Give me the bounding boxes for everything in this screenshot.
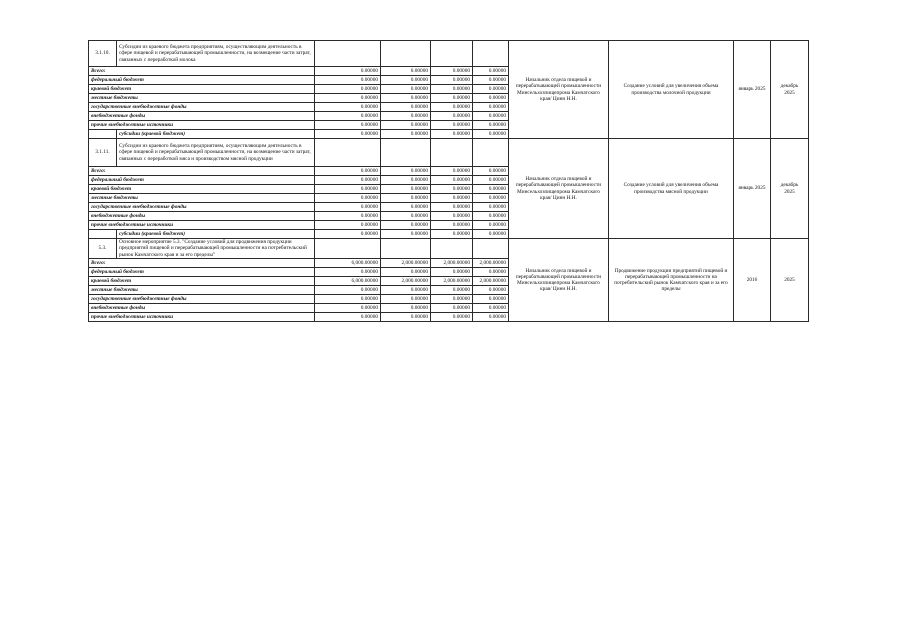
funding-value: 0.00000	[473, 295, 509, 304]
funding-value: 0.00000	[431, 304, 473, 313]
funding-source-label: краевой бюджет	[89, 277, 315, 286]
funding-value: 0.00000	[473, 112, 509, 121]
funding-value: 6,000.00000	[315, 277, 381, 286]
funding-value: 0.00000	[431, 194, 473, 203]
funding-value: 0.00000	[381, 167, 431, 176]
funding-value: 0.00000	[381, 112, 431, 121]
funding-value: 0.00000	[381, 286, 431, 295]
funding-value: 0.00000	[473, 221, 509, 230]
funding-value: 0.00000	[315, 76, 381, 85]
funding-value: 0.00000	[381, 121, 431, 130]
section-header-row	[89, 41, 809, 67]
subsidy-value: 0.00000	[431, 230, 473, 239]
funding-value: 0.00000	[473, 103, 509, 112]
funding-value: 0.00000	[473, 167, 509, 176]
funding-value: 0.00000	[381, 185, 431, 194]
funding-source-label: государственные внебюджетные фонды	[89, 103, 315, 112]
funding-source-label: федеральный бюджет	[89, 176, 315, 185]
funding-value: 0.00000	[431, 121, 473, 130]
empty-value-cell	[431, 139, 473, 167]
funding-value: 0.00000	[473, 67, 509, 76]
empty-value-cell	[381, 239, 431, 259]
expected-result: Создание условий для увеличения объема производства мясной продукции	[609, 139, 734, 239]
subsidy-label: субсидии (краевой бюджет)	[117, 130, 315, 139]
funding-value: 0.00000	[315, 313, 381, 322]
empty-value-cell	[431, 239, 473, 259]
funding-source-label: местные бюджеты	[89, 194, 315, 203]
item-title: Основное мероприятие 5.3. "Создание условий для продвижения продукции предприятий пищевой и перерабатывающей промышленности на потребительский рынок Камчатского края и за его пределы"	[117, 239, 315, 259]
end-date: декабрь 2025	[771, 41, 809, 139]
section-header-row	[89, 239, 809, 259]
funding-value: 0.00000	[431, 167, 473, 176]
funding-value: 0.00000	[431, 295, 473, 304]
funding-value: 0.00000	[381, 304, 431, 313]
funding-source-label: местные бюджеты	[89, 94, 315, 103]
funding-source-label: внебюджетные фонды	[89, 212, 315, 221]
funding-value: 2,000.00000	[431, 277, 473, 286]
funding-value: 0.00000	[381, 103, 431, 112]
funding-value: 0.00000	[431, 103, 473, 112]
section-header-row	[89, 139, 809, 167]
subsidy-label: субсидии (краевой бюджет)	[117, 230, 315, 239]
subsidy-value: 0.00000	[473, 230, 509, 239]
funding-value: 0.00000	[431, 212, 473, 221]
empty-value-cell	[473, 239, 509, 259]
empty-number-cell	[89, 130, 117, 139]
funding-value: 0.00000	[431, 76, 473, 85]
funding-value: 0.00000	[315, 85, 381, 94]
subsidy-value: 0.00000	[473, 130, 509, 139]
item-title: Субсидии из краевого бюджета предприятиям, осуществляющим деятельность в сфере пищевой и перерабатывающей промышленности, на возмещение части затрат, связанных с переработкой молока	[117, 41, 315, 67]
funding-value: 0.00000	[431, 185, 473, 194]
funding-value: 2,000.00000	[473, 277, 509, 286]
empty-value-cell	[473, 139, 509, 167]
funding-value: 0.00000	[431, 112, 473, 121]
funding-source-label: Всего:	[89, 167, 315, 176]
responsible-person: Начальник отдела пищевой и перерабатывающей промышленности Минсельхозпищепрома Камчатского края/ Цинн Н.Н.	[509, 139, 609, 239]
funding-value: 0.00000	[315, 295, 381, 304]
funding-source-label: федеральный бюджет	[89, 76, 315, 85]
funding-value: 0.00000	[473, 268, 509, 277]
empty-value-cell	[381, 41, 431, 67]
funding-value: 2,000.00000	[381, 259, 431, 268]
funding-value: 0.00000	[381, 94, 431, 103]
subsidy-value: 0.00000	[315, 230, 381, 239]
empty-value-cell	[315, 239, 381, 259]
responsible-person: Начальник отдела пищевой и перерабатывающей промышленности Минсельхозпищепрома Камчатского края/ Цинн Н.Н.	[509, 239, 609, 322]
funding-value: 0.00000	[473, 203, 509, 212]
funding-value: 0.00000	[381, 67, 431, 76]
funding-value: 0.00000	[431, 221, 473, 230]
empty-value-cell	[431, 41, 473, 67]
funding-value: 0.00000	[381, 194, 431, 203]
start-date: 2016	[734, 239, 771, 322]
funding-value: 0.00000	[315, 103, 381, 112]
funding-source-label: Всего:	[89, 67, 315, 76]
funding-value: 2,000.00000	[431, 259, 473, 268]
funding-value: 0.00000	[431, 67, 473, 76]
funding-value: 0.00000	[473, 76, 509, 85]
funding-source-label: государственные внебюджетные фонды	[89, 295, 315, 304]
funding-value: 0.00000	[315, 194, 381, 203]
funding-value: 0.00000	[315, 268, 381, 277]
funding-value: 2,000.00000	[473, 259, 509, 268]
funding-value: 0.00000	[315, 286, 381, 295]
funding-value: 0.00000	[473, 313, 509, 322]
subsidy-value: 0.00000	[431, 130, 473, 139]
subsidy-value: 0.00000	[381, 230, 431, 239]
funding-value: 0.00000	[473, 121, 509, 130]
end-date: 2025	[771, 239, 809, 322]
funding-source-label: внебюджетные фонды	[89, 304, 315, 313]
funding-value: 0.00000	[431, 313, 473, 322]
funding-value: 0.00000	[431, 286, 473, 295]
funding-value: 0.00000	[473, 94, 509, 103]
funding-value: 0.00000	[315, 67, 381, 76]
funding-source-label: местные бюджеты	[89, 286, 315, 295]
funding-value: 0.00000	[381, 176, 431, 185]
item-title: Субсидии из краевого бюджета предприятиям, осуществляющим деятельность в сфере пищевой и перерабатывающей промышленности, на возмещение части затрат, связанных с переработкой мяса и производством мясной продукции	[117, 139, 315, 167]
funding-value: 0.00000	[381, 76, 431, 85]
funding-source-label: краевой бюджет	[89, 85, 315, 94]
funding-value: 0.00000	[473, 85, 509, 94]
funding-value: 0.00000	[381, 85, 431, 94]
funding-value: 0.00000	[315, 176, 381, 185]
responsible-person: Начальник отдела пищевой и перерабатывающей промышленности Минсельхозпищепрома Камчатского края/ Цинн Н.Н.	[509, 41, 609, 139]
table-body	[89, 41, 809, 322]
start-date: январь 2025	[734, 139, 771, 239]
funding-source-label: Всего:	[89, 259, 315, 268]
funding-value: 0.00000	[315, 185, 381, 194]
funding-source-label: прочие внебюджетные источники	[89, 121, 315, 130]
funding-value: 0.00000	[473, 286, 509, 295]
funding-value: 0.00000	[381, 313, 431, 322]
funding-source-label: федеральный бюджет	[89, 268, 315, 277]
funding-value: 0.00000	[315, 203, 381, 212]
subsidy-value: 0.00000	[381, 130, 431, 139]
funding-value: 0.00000	[315, 121, 381, 130]
end-date: декабрь 2025	[771, 139, 809, 239]
funding-source-label: краевой бюджет	[89, 185, 315, 194]
funding-source-label: внебюджетные фонды	[89, 112, 315, 121]
funding-source-label: государственные внебюджетные фонды	[89, 203, 315, 212]
empty-value-cell	[315, 139, 381, 167]
funding-value: 0.00000	[315, 212, 381, 221]
start-date: январь 2025	[734, 41, 771, 139]
funding-value: 0.00000	[431, 85, 473, 94]
empty-value-cell	[381, 139, 431, 167]
funding-source-label: прочие внебюджетные источники	[89, 221, 315, 230]
funding-value: 0.00000	[381, 212, 431, 221]
program-funding-table	[88, 40, 809, 322]
funding-value: 0.00000	[315, 221, 381, 230]
funding-value: 0.00000	[381, 221, 431, 230]
funding-value: 0.00000	[381, 295, 431, 304]
funding-value: 0.00000	[473, 194, 509, 203]
funding-value: 0.00000	[381, 268, 431, 277]
funding-value: 0.00000	[315, 112, 381, 121]
expected-result: Продвижение продукции предприятий пищевой и перерабатывающей промышленности на потребительский рынок Камчатского края и за его пределы	[609, 239, 734, 322]
item-number: 3.1.11.	[89, 139, 117, 167]
empty-value-cell	[315, 41, 381, 67]
funding-value: 0.00000	[315, 304, 381, 313]
empty-value-cell	[473, 41, 509, 67]
funding-value: 0.00000	[473, 304, 509, 313]
funding-source-label: прочие внебюджетные источники	[89, 313, 315, 322]
item-number: 5.3.	[89, 239, 117, 259]
funding-value: 0.00000	[473, 176, 509, 185]
subsidy-value: 0.00000	[315, 130, 381, 139]
expected-result: Создание условий для увеличения объема производства молочной продукции	[609, 41, 734, 139]
funding-value: 0.00000	[315, 167, 381, 176]
funding-value: 0.00000	[431, 268, 473, 277]
funding-value: 0.00000	[431, 176, 473, 185]
funding-value: 0.00000	[315, 94, 381, 103]
funding-value: 0.00000	[473, 212, 509, 221]
empty-number-cell	[89, 230, 117, 239]
funding-value: 0.00000	[473, 185, 509, 194]
funding-value: 0.00000	[431, 94, 473, 103]
funding-value: 2,000.00000	[381, 277, 431, 286]
funding-value: 0.00000	[431, 203, 473, 212]
funding-value: 0.00000	[381, 203, 431, 212]
funding-value: 6,000.00000	[315, 259, 381, 268]
item-number: 3.1.10.	[89, 41, 117, 67]
